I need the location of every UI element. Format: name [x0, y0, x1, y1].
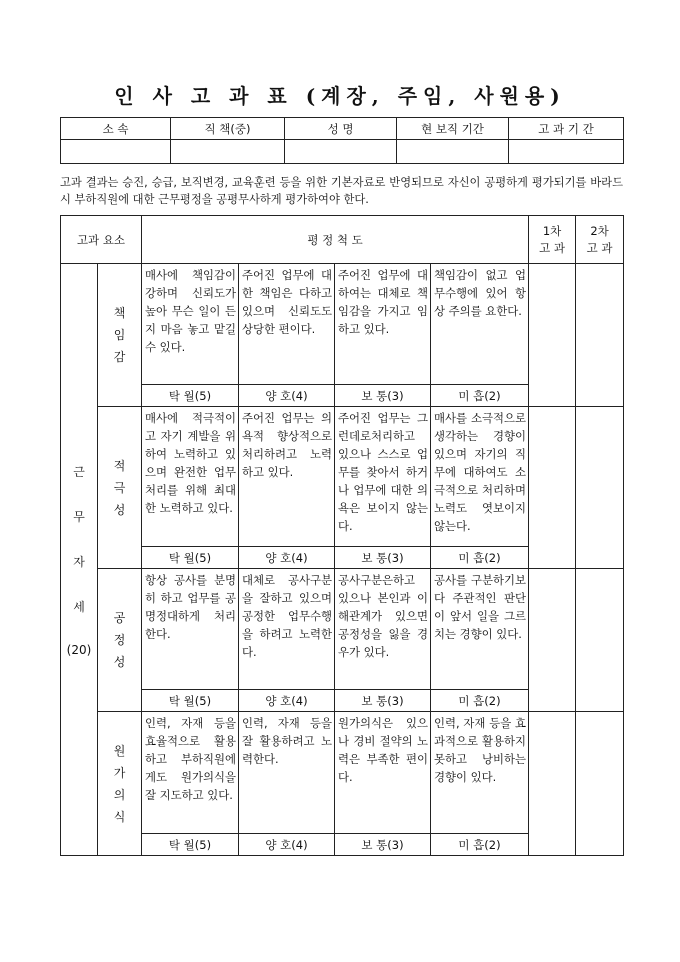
first-review-header	[529, 216, 576, 264]
second-review-label-a: 2차	[590, 223, 609, 238]
desc-poor: 공사를 구분하기보다 주관적인 판단이 앞서 일을 그르치는 경향이 있다.	[431, 569, 529, 690]
grade-average: 보 통(3)	[335, 547, 431, 569]
desc-good: 인력, 자재 등을 잘 활용하려고 노력한다.	[239, 712, 335, 834]
first-score-cell[interactable]	[529, 712, 576, 856]
second-score-cell[interactable]	[576, 569, 624, 712]
factor-row	[61, 569, 624, 690]
factor-label: 원 가 의 식	[113, 743, 126, 824]
name-field[interactable]	[285, 140, 397, 164]
first-score-cell[interactable]	[529, 407, 576, 569]
first-review-label-b: 고 과	[539, 240, 565, 255]
grade-excellent: 탁 월(5)	[142, 690, 239, 712]
grade-poor: 미 흡(2)	[431, 690, 529, 712]
desc-average: 원가의식은 있으나 경비 절약의 노력은 부족한 편이다.	[335, 712, 431, 834]
category-cell	[61, 264, 98, 856]
desc-average: 공사구분은하고 있으나 본인과 이해관계가 있으면 공정성을 잃을 경우가 있다.	[335, 569, 431, 690]
desc-good: 대체로 공사구분을 잘하고 있으며 공정한 업무수행을 하려고 노력한다.	[239, 569, 335, 690]
grade-excellent: 탁 월(5)	[142, 385, 239, 407]
factor-name	[98, 407, 142, 569]
first-score-cell[interactable]	[529, 264, 576, 407]
grade-excellent: 탁 월(5)	[142, 547, 239, 569]
grade-average: 보 통(3)	[335, 385, 431, 407]
tenure-field[interactable]	[397, 140, 509, 164]
first-score-cell[interactable]	[529, 569, 576, 712]
factor-name	[98, 712, 142, 856]
desc-poor: 인력, 자재 등을 효과적으로 활용하지 못하고 낭비하는 경향이 있다.	[431, 712, 529, 834]
desc-good: 주어진 업무는 의욕적 향상적으로 처리하려고 노력하고 있다.	[239, 407, 335, 547]
factor-label: 적 극 성	[113, 458, 126, 517]
info-value-row	[61, 140, 624, 164]
desc-average: 주어진 업무는 그런데로처리하고 있으나 스스로 업무를 찾아서 하거나 업무에 대한 의욕은 보이지 않는다.	[335, 407, 431, 547]
grade-good: 양 호(4)	[239, 690, 335, 712]
factor-row	[61, 407, 624, 547]
intro-text: 고과 결과는 승진, 승급, 보직변경, 교육훈련 등을 위한 기본자료로 반영되므로 자신이 공평하게 평가되기를 바라드시 부하직원에 대한 근무평정을 공평무사하게 평가하여야 한다.	[60, 176, 623, 206]
category-score: (20)	[66, 642, 92, 657]
info-header-row	[61, 118, 624, 140]
grade-excellent: 탁 월(5)	[142, 834, 239, 856]
grade-good: 양 호(4)	[239, 385, 335, 407]
info-table	[60, 117, 624, 164]
evaluation-table	[60, 215, 624, 856]
factor-name	[98, 569, 142, 712]
desc-excellent: 항상 공사를 분명히 하고 업무를 공명정대하게 처리한다.	[142, 569, 239, 690]
period-label: 고 과 기 간	[509, 118, 624, 140]
desc-excellent: 인력, 자재 등을 효율적으로 활용하고 부하직원에게도 원가의식을 잘 지도하고 있다.	[142, 712, 239, 834]
desc-excellent: 매사에 책임감이 강하며 신뢰도가 높아 무슨 일이 든지 마음 놓고 맡길 수 있다.	[142, 264, 239, 385]
grade-average: 보 통(3)	[335, 690, 431, 712]
dept-field[interactable]	[61, 140, 171, 164]
grade-good: 양 호(4)	[239, 547, 335, 569]
factor-row	[61, 712, 624, 834]
period-field[interactable]	[509, 140, 624, 164]
category-name: 근 무 자 세	[73, 464, 85, 614]
factor-label: 공 정 성	[113, 611, 126, 669]
grade-average: 보 통(3)	[335, 834, 431, 856]
factor-label: 책 임 감	[113, 306, 126, 364]
factor-row	[61, 264, 624, 385]
second-review-label-b: 고 과	[586, 240, 613, 255]
scale-header: 평 정 척 도	[142, 216, 529, 264]
dept-label: 소 속	[61, 118, 171, 140]
desc-poor: 매사를 소극적으로 생각하는 경향이 있으며 자기의 직무에 대하여도 소극적으로 처리하며 노력도 엿보이지 않는다.	[431, 407, 529, 547]
header-row	[61, 216, 624, 264]
name-label: 성 명	[285, 118, 397, 140]
factor-name	[98, 264, 142, 407]
desc-average: 주어진 업무에 대하여는 대체로 책임감을 가지고 임하고 있다.	[335, 264, 431, 385]
tenure-label: 현 보직 기간	[397, 118, 509, 140]
first-review-label-a: 1차	[542, 223, 562, 238]
desc-poor: 책임감이 없고 업무수행에 있어 항상 주의를 요한다.	[431, 264, 529, 385]
page-title: 인 사 고 과 표 (계장, 주임, 사원용)	[114, 84, 566, 108]
desc-excellent: 매사에 적극적이고 자기 계발을 위하여 노력하고 있으며 완전한 업무처리를 위해 최대한 노력하고 있다.	[142, 407, 239, 547]
position-field[interactable]	[171, 140, 285, 164]
grade-poor: 미 흡(2)	[431, 547, 529, 569]
second-review-header	[576, 216, 624, 264]
second-score-cell[interactable]	[576, 264, 624, 407]
desc-good: 주어진 업무에 대한 책임은 다하고 있으며 신뢰도도 상당한 편이다.	[239, 264, 335, 385]
second-score-cell[interactable]	[576, 407, 624, 569]
grade-good: 양 호(4)	[239, 834, 335, 856]
grade-poor: 미 흡(2)	[431, 834, 529, 856]
element-header: 고과 요소	[61, 216, 142, 264]
second-score-cell[interactable]	[576, 712, 624, 856]
grade-poor: 미 흡(2)	[431, 385, 529, 407]
position-label: 직 책(중)	[171, 118, 285, 140]
